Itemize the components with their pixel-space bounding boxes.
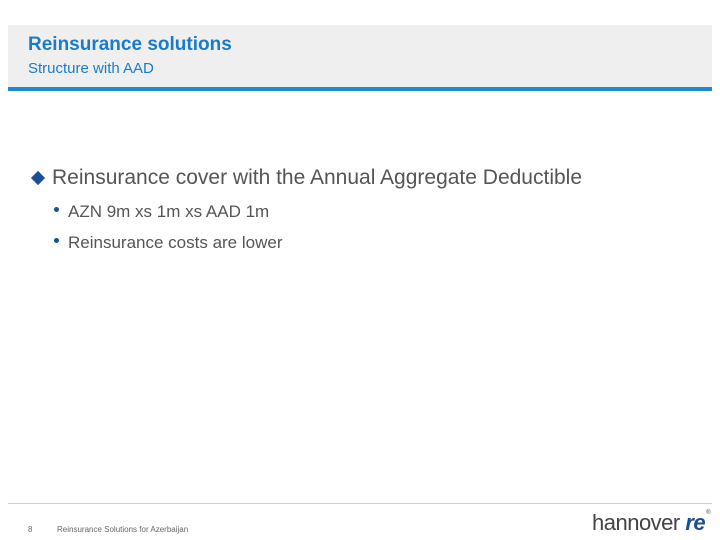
main-bullet	[30, 166, 582, 190]
registered-mark: ®	[706, 510, 711, 516]
dot-bullet-icon	[54, 207, 59, 212]
slide-subtitle: Structure with AAD	[28, 60, 154, 77]
sub-bullet	[48, 233, 282, 253]
logo-accent: re	[685, 510, 706, 535]
footer-text: Reinsurance Solutions for Azerbaijan	[57, 525, 189, 534]
sub-bullet-text: AZN 9m xs 1m xs AAD 1m	[68, 202, 270, 221]
sub-bullet	[48, 202, 269, 222]
hannover-re-logo	[592, 510, 710, 536]
dot-bullet-icon	[54, 238, 59, 243]
footer-divider	[8, 503, 712, 504]
header-divider	[8, 87, 712, 91]
page-number: 8	[28, 525, 33, 534]
main-bullet-text: Reinsurance cover with the Annual Aggregate Deductible	[52, 166, 583, 189]
diamond-bullet-icon	[31, 171, 45, 185]
sub-bullet-text: Reinsurance costs are lower	[68, 233, 283, 252]
slide-title: Reinsurance solutions	[28, 34, 232, 55]
logo-wordmark: hannover	[592, 510, 680, 535]
